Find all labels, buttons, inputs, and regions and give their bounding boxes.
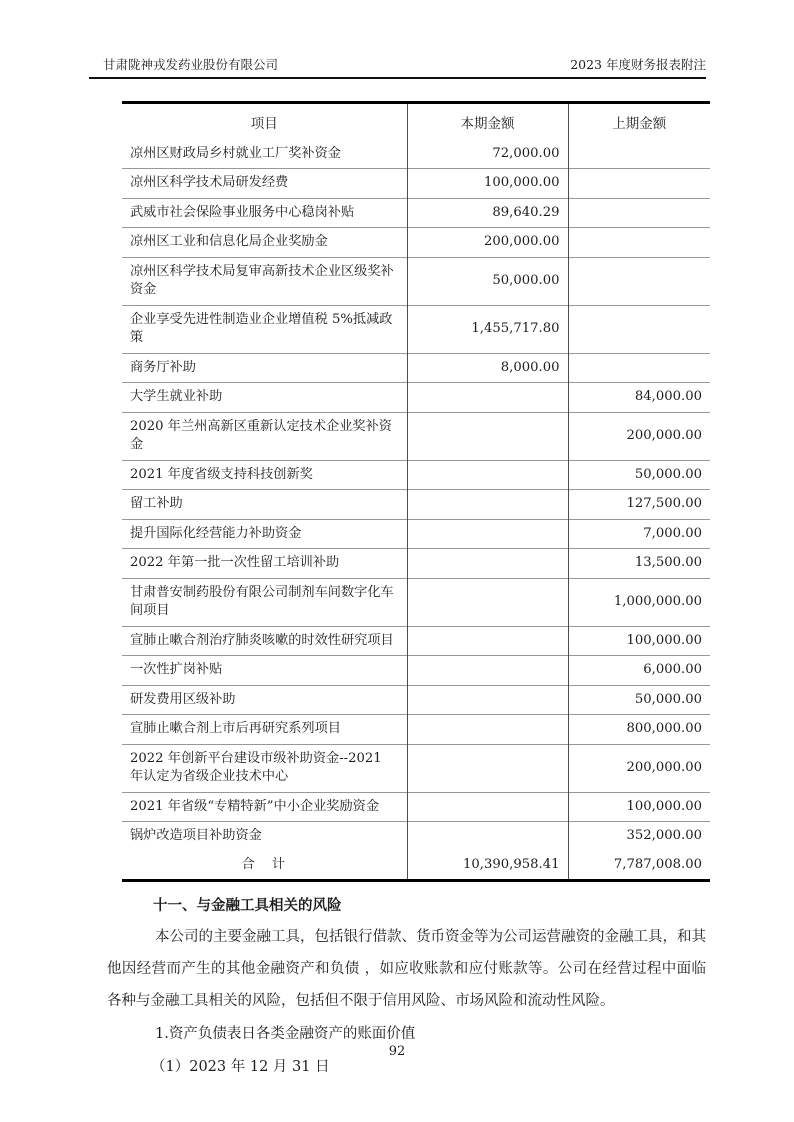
table-row — [122, 490, 710, 519]
cell-current — [407, 822, 568, 851]
cell-prior — [568, 305, 710, 353]
cell-current: 72,000.00 — [407, 140, 568, 169]
cell-item: 2021 年度省级支持科技创新奖 — [130, 466, 313, 482]
section-paragraph: 本公司的主要金融工具，包括银行借款、货币资金等为公司运营融资的金融工具，和其他因经营而产生的其他金融资产和负债 ，如应收账款和应付账款等。公司在经营过程中面临各种与金融工具相关的风险，包括但不限于信用风险、市场风险和流动性风险。 — [107, 929, 706, 1010]
cell-current — [407, 744, 568, 792]
cell-prior — [568, 353, 710, 382]
table-row — [122, 744, 710, 792]
cell-item: 凉州区科学技术局复审高新技术企业区级奖补资金 — [130, 263, 394, 298]
table-row — [122, 626, 710, 655]
cell-prior: 84,000.00 — [568, 383, 710, 412]
list-item-carrying-value: 1.资产负债表日各类金融资产的账面价值 — [155, 1026, 416, 1043]
header-company-name: 甘肃陇神戎发药业股份有限公司 — [103, 57, 279, 72]
cell-current — [407, 549, 568, 578]
table-row — [122, 715, 710, 744]
column-header-prior-amount: 上期金额 — [568, 103, 710, 141]
cell-current — [407, 656, 568, 685]
cell-current — [407, 578, 568, 626]
cell-item: 大学生就业补助 — [130, 389, 223, 405]
table-row — [122, 792, 710, 821]
cell-item: 企业享受先进性制造业企业增值税 5%抵减政策 — [130, 311, 393, 346]
cell-prior: 1,000,000.00 — [568, 578, 710, 626]
cell-prior: 13,500.00 — [568, 549, 710, 578]
page-number: 92 — [388, 1044, 406, 1059]
cell-current: 50,000.00 — [407, 257, 568, 305]
cell-prior: 200,000.00 — [568, 412, 710, 460]
page-content — [89, 55, 706, 1084]
cell-prior: 100,000.00 — [568, 626, 710, 655]
cell-prior — [568, 198, 710, 227]
cell-current — [407, 490, 568, 519]
cell-item: 凉州区财政局乡村就业工厂奖补资金 — [130, 146, 341, 161]
table-row — [122, 257, 710, 305]
column-header-item: 项目 — [250, 116, 278, 132]
table-row — [122, 305, 710, 353]
table-row — [122, 822, 710, 851]
cell-current: 1,455,717.80 — [407, 305, 568, 353]
table-row — [122, 549, 710, 578]
cell-prior — [568, 257, 710, 305]
cell-item: 甘肃普安制药股份有限公司制剂车间数字化车间项目 — [130, 584, 394, 619]
cell-item: 商务厅补助 — [130, 359, 196, 375]
total-label: 合 计 — [241, 856, 288, 872]
table-row — [122, 228, 710, 257]
cell-current — [407, 519, 568, 548]
cell-item: 凉州区科学技术局研发经费 — [130, 175, 289, 191]
table-row — [122, 460, 710, 489]
cell-current: 89,640.29 — [407, 198, 568, 227]
cell-item: 武威市社会保险事业服务中心稳岗补贴 — [130, 204, 355, 220]
cell-prior — [568, 140, 710, 169]
cell-item: 宣肺止嗽合剂治疗肺炎咳嗽的时效性研究项目 — [130, 632, 394, 648]
section-heading: 十一、与金融工具相关的风险 — [153, 897, 342, 915]
cell-item: 留工补助 — [130, 496, 183, 512]
cell-item: 2021 年省级“专精特新”中小企业奖励资金 — [130, 798, 380, 814]
cell-prior: 7,000.00 — [568, 519, 710, 548]
column-header-current-amount: 本期金额 — [407, 103, 568, 141]
table-header-row — [122, 103, 710, 141]
table-total-row — [122, 851, 710, 881]
cell-current — [407, 626, 568, 655]
cell-item: 2020 年兰州高新区重新认定技术企业奖补资金 — [130, 418, 392, 453]
cell-item: 宣肺止嗽合剂上市后再研究系列项目 — [130, 721, 341, 737]
cell-item: 锅炉改造项目补助资金 — [130, 828, 262, 844]
table-row — [122, 383, 710, 412]
cell-current — [407, 383, 568, 412]
cell-current — [407, 685, 568, 714]
cell-current — [407, 460, 568, 489]
cell-item: 2022 年创新平台建设市级补助资金--2021 年认定为省级企业技术中心 — [130, 750, 382, 785]
running-header — [89, 55, 706, 79]
cell-current — [407, 412, 568, 460]
table-row — [122, 353, 710, 382]
cell-prior: 352,000.00 — [568, 822, 710, 851]
cell-current: 200,000.00 — [407, 228, 568, 257]
cell-item: 研发费用区级补助 — [130, 691, 236, 707]
table-row — [122, 140, 710, 169]
cell-current: 8,000.00 — [407, 353, 568, 382]
cell-prior: 200,000.00 — [568, 744, 710, 792]
table-row — [122, 412, 710, 460]
cell-prior — [568, 169, 710, 198]
cell-prior: 127,500.00 — [568, 490, 710, 519]
cell-current: 100,000.00 — [407, 169, 568, 198]
cell-item: 一次性扩岗补贴 — [130, 662, 223, 678]
table-row — [122, 198, 710, 227]
subsidy-table-body — [122, 140, 710, 851]
cell-prior: 800,000.00 — [568, 715, 710, 744]
cell-current — [407, 715, 568, 744]
table-row — [122, 519, 710, 548]
total-prior-amount: 7,787,008.00 — [568, 851, 710, 881]
subsidy-table — [122, 101, 710, 882]
cell-item: 凉州区工业和信息化局企业奖励金 — [130, 234, 328, 250]
table-row — [122, 656, 710, 685]
cell-item: 2022 年第一批一次性留工培训补助 — [130, 555, 340, 571]
table-row — [122, 169, 710, 198]
list-item-date: （1）2023 年 12 月 31 日 — [151, 1059, 330, 1076]
cell-prior: 100,000.00 — [568, 792, 710, 821]
cell-prior: 50,000.00 — [568, 460, 710, 489]
table-row — [122, 685, 710, 714]
cell-item: 提升国际化经营能力补助资金 — [130, 525, 302, 541]
cell-prior: 50,000.00 — [568, 685, 710, 714]
total-current-amount: 10,390,958.41 — [407, 851, 568, 881]
cell-prior: 6,000.00 — [568, 656, 710, 685]
table-row — [122, 578, 710, 626]
cell-current — [407, 792, 568, 821]
header-report-title: 2023 年度财务报表附注 — [570, 57, 706, 72]
cell-prior — [568, 228, 710, 257]
